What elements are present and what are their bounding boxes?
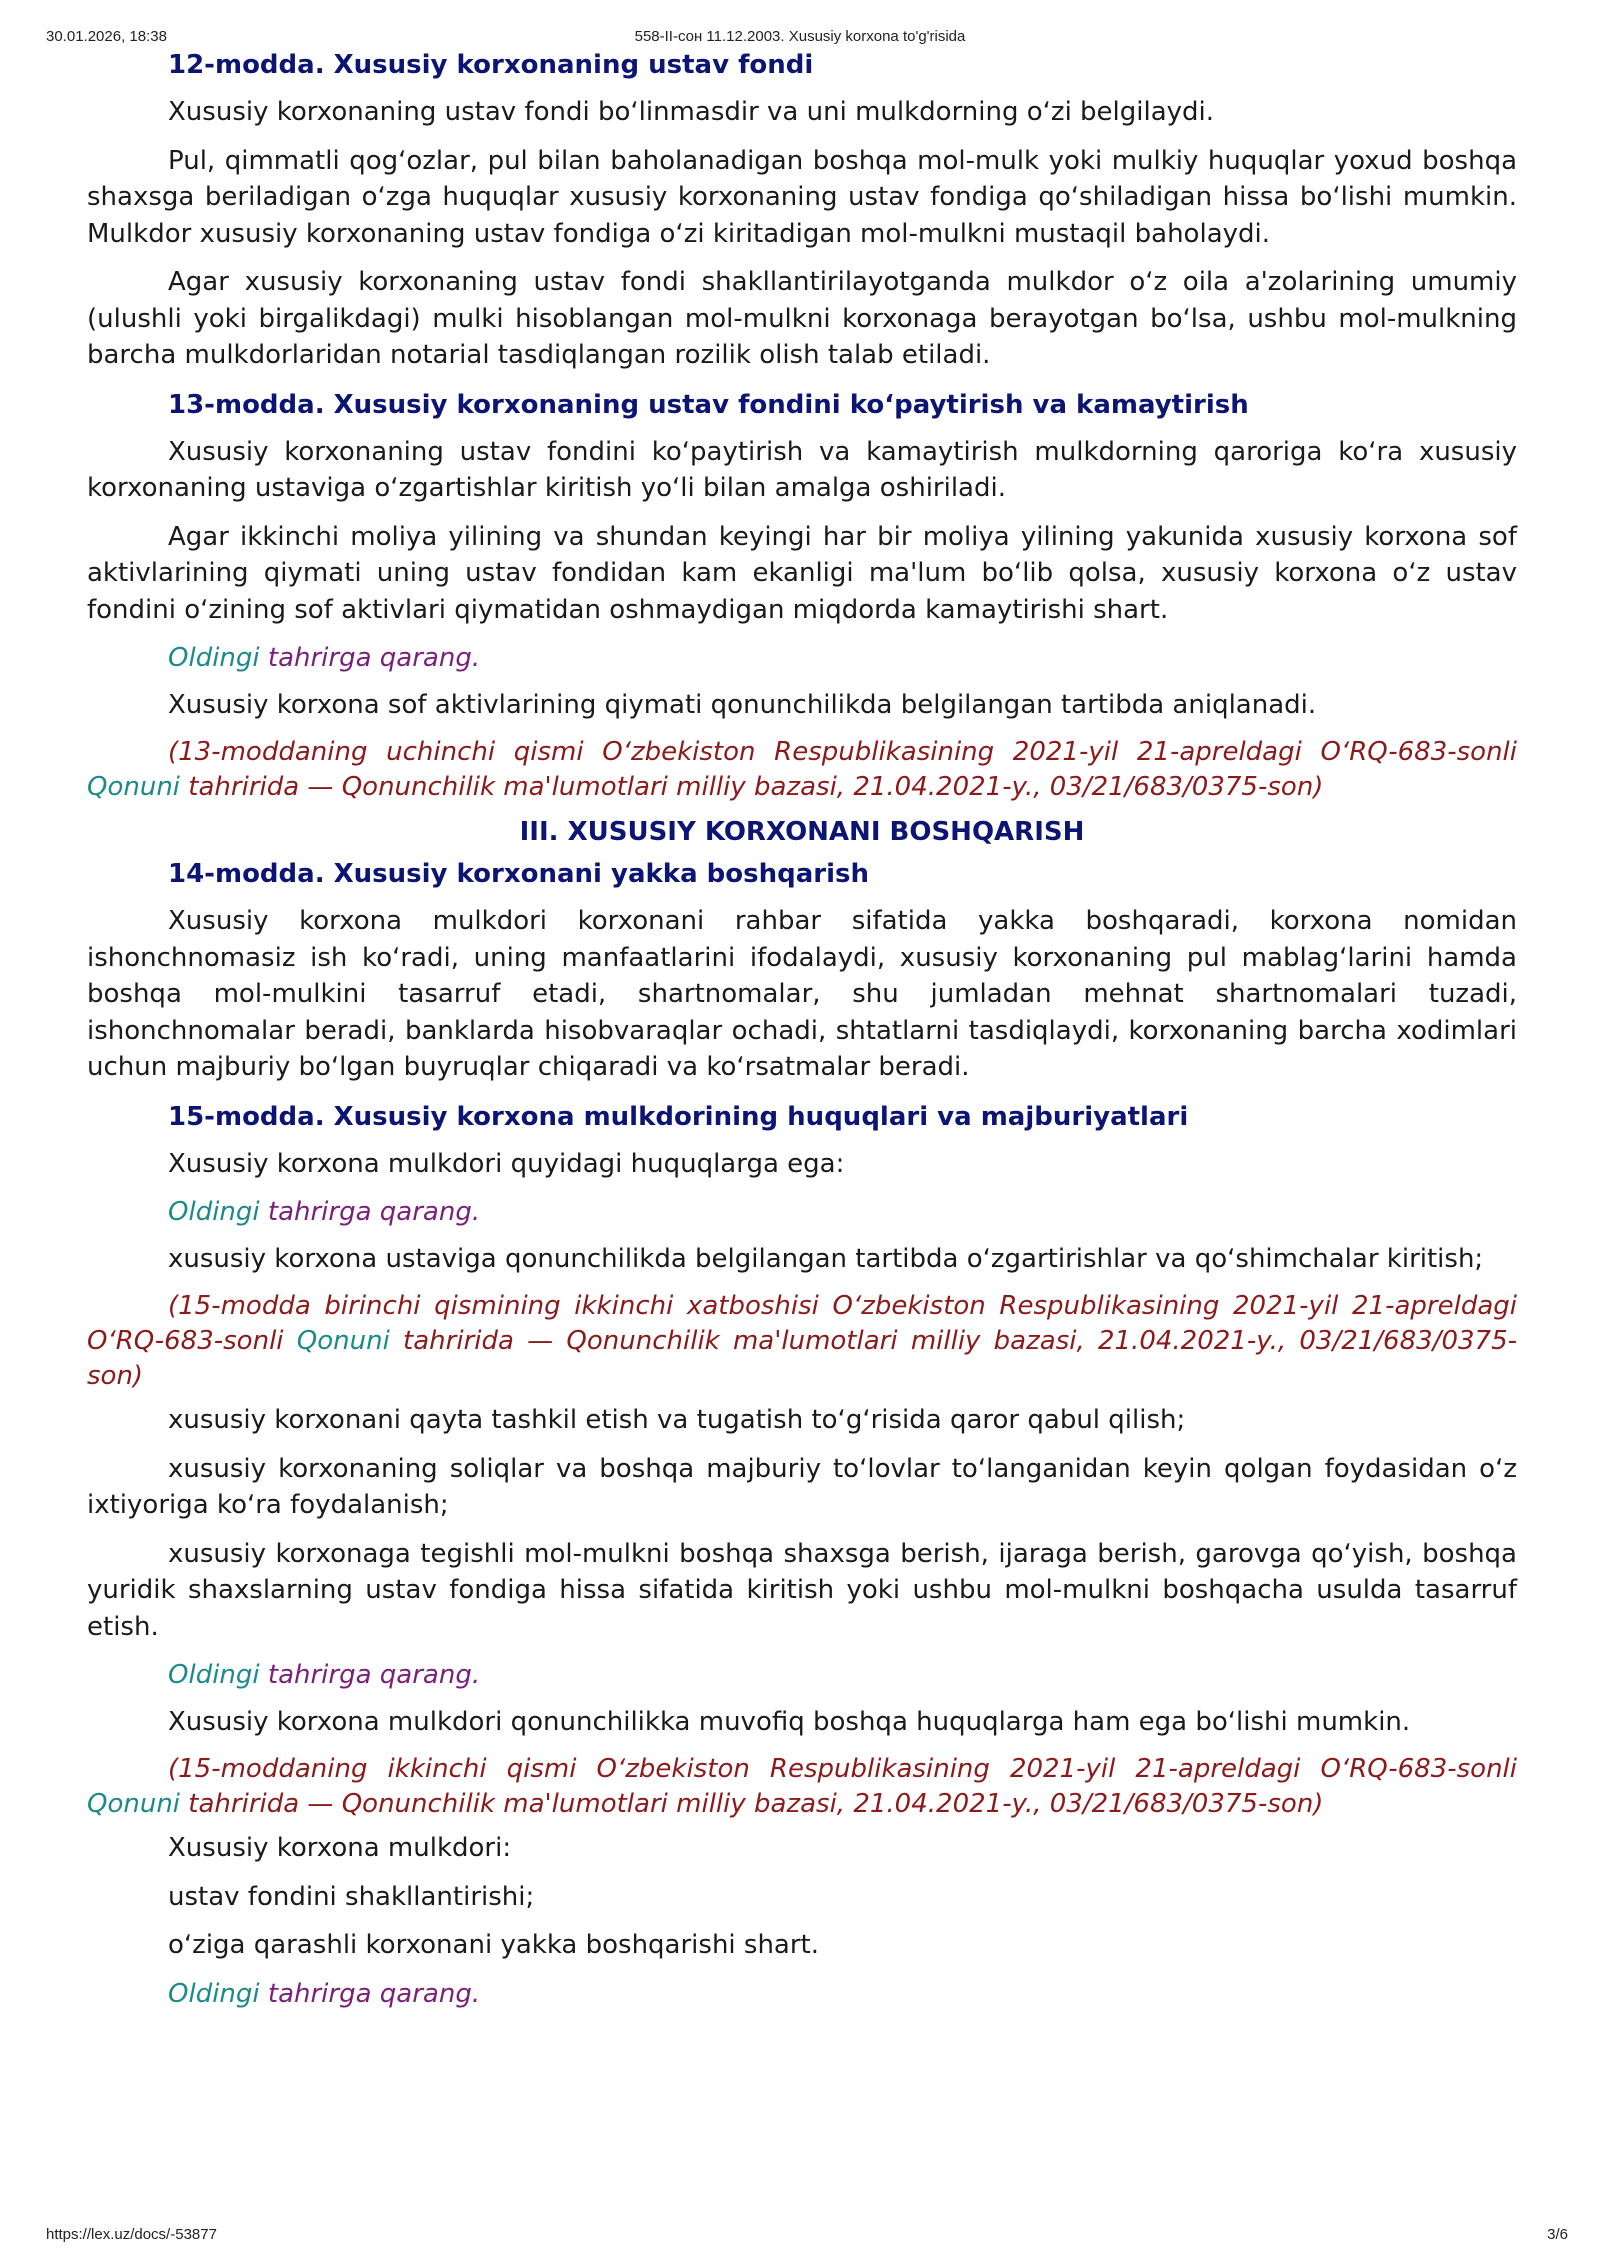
law-link[interactable]: Qonuni	[87, 1789, 181, 1819]
amendment-note-text: (15-modda birinchi qismining ikkinchi xatboshisi Oʻzbekiston Respublikasining 2021-yil 21-apreldagi OʻRQ-683-sonli	[87, 1291, 1517, 1356]
article-12-paragraph-2: Pul, qimmatli qogʻozlar, pul bilan baholanadigan boshqa mol-mulk yoki mulkiy huquqlar yoxud boshqa shaxsga beriladigan oʻzga huquqlar xususiy korxonaning ustav fondiga qoʻshiladigan hissa boʻlishi mumkin. Mulkdor xususiy korxonaning ustav fondiga oʻzi kiritadigan mol-mulkni mustaqil baholaydi.	[87, 145, 1517, 249]
article-13-paragraph-3: Xususiy korxona sof aktivlarining qiymati qonunchilikda belgilangan tartibda aniqlanadi.	[168, 689, 1317, 720]
article-15-paragraph-9: oʻziga qarashli korxonani yakka boshqarishi shart.	[168, 1930, 820, 1960]
article-15-paragraph-6: Xususiy korxona mulkdori qonunchilikka muvofiq boshqa huquqlarga ham ega boʻlishi mumkin.	[168, 1706, 1411, 1737]
article-15-paragraph-4: xususiy korxonaning soliqlar va boshqa majburiy toʻlovlar toʻlanganidan keyin qolgan foydasidan oʻz ixtiyoriga koʻra foydalanish;	[87, 1453, 1517, 1520]
article-12-paragraph-3: Agar xususiy korxonaning ustav fondi shakllantirilayotganda mulkdor oʻz oila a'zolarining umumiy (ulushli yoki birgalikdagi) mulki hisoblangan mol-mulkni korxonaga berayotgan boʻlsa, ushbu mol-mulkning barcha mulkdorlaridan notarial tasdiqlangan rozilik olish talab etiladi.	[87, 267, 1517, 370]
article-14-paragraph-1: Xususiy korxona mulkdori korxonani rahbar sifatida yakka boshqaradi, korxona nomidan ishonchnomasiz ish koʻradi, uning manfaatlarini ifodalaydi, xususiy korxonaning pul mablagʻlarini hamda boshqa mol-mulkini tasarruf etadi, shartnomalar, shu jumladan mehnat shartnomalari tuzadi, ishonchnomalar beradi, banklarda hisobvaraqlar ochadi, shtatlarni tasdiqlaydi, korxonaning barcha xodimlari uchun majburiy boʻlgan buyruqlar chiqaradi va koʻrsatmalar beradi.	[87, 906, 1517, 1082]
article-12-paragraph-1: Xususiy korxonaning ustav fondi boʻlinmasdir va uni mulkdorning oʻzi belgilaydi.	[168, 97, 1215, 127]
article-13-heading: 13-modda. Xususiy korxonaning ustav fondini koʻpaytirish va kamaytirish	[168, 389, 1249, 420]
previous-edition-link[interactable]	[87, 1194, 1517, 1231]
previous-link-rest[interactable]: tahrirga qarang.	[267, 643, 481, 673]
amendment-note-text: (15-moddaning ikkinchi qismi Oʻzbekiston Respublikasining 2021-yil 21-apreldagi OʻRQ-683-sonli	[168, 1754, 1517, 1784]
previous-link-word[interactable]: Oldingi	[168, 1660, 260, 1690]
law-link[interactable]: Qonuni	[87, 772, 181, 802]
amendment-note-source: tahririda — Qonunchilik ma'lumotlari milliy bazasi, 21.04.2021-y., 03/21/683/0375-son)	[188, 772, 1324, 802]
article-15-paragraph-1: Xususiy korxona mulkdori quyidagi huquqlarga ega:	[168, 1148, 845, 1179]
article-15-paragraph-7: Xususiy korxona mulkdori:	[168, 1833, 512, 1863]
document-body	[87, 46, 1517, 2022]
print-title: 558-II-сон 11.12.2003. Xususiy korxona to'g'risida	[634, 28, 966, 45]
previous-edition-link[interactable]	[87, 640, 1517, 677]
print-footer	[0, 2226, 1600, 2246]
amendment-note	[87, 1289, 1517, 1394]
amendment-note-source: tahririda — Qonunchilik ma'lumotlari milliy bazasi, 21.04.2021-y., 03/21/683/0375-son)	[87, 1326, 1517, 1391]
previous-link-rest[interactable]: tahrirga qarang.	[267, 1978, 481, 2009]
previous-link-word[interactable]: Oldingi	[168, 643, 260, 673]
article-15-heading: 15-modda. Xususiy korxona mulkdorining huquqlari va majburiyatlari	[168, 1101, 1189, 1132]
article-15-paragraph-3: xususiy korxonani qayta tashkil etish va tugatish toʻgʻrisida qaror qabul qilish;	[168, 1405, 1186, 1435]
article-13-paragraph-1: Xususiy korxonaning ustav fondini koʻpaytirish va kamaytirish mulkdorning qaroriga koʻra xususiy korxonaning ustaviga oʻzgartishlar kiritish yoʻli bilan amalga oshiriladi.	[87, 436, 1517, 503]
amendment-note	[87, 735, 1517, 805]
print-header	[0, 28, 1600, 48]
previous-edition-link[interactable]	[87, 1976, 1517, 2013]
previous-link-rest[interactable]: tahrirga qarang.	[267, 1660, 481, 1690]
section-3-heading: III. XUSUSIY KORXONANI BOSHQARISH	[519, 817, 1085, 847]
previous-link-rest[interactable]: tahrirga qarang.	[267, 1197, 481, 1227]
article-15-paragraph-8: ustav fondini shakllantirishi;	[168, 1881, 535, 1912]
article-15-paragraph-2: xususiy korxona ustaviga qonunchilikda belgilangan tartibda oʻzgartirishlar va qoʻshimchalar kiritish;	[168, 1243, 1484, 1274]
print-url: https://lex.uz/docs/-53877	[46, 2226, 217, 2243]
previous-link-word[interactable]: Oldingi	[168, 1978, 260, 2009]
amendment-note-source: tahririda — Qonunchilik ma'lumotlari milliy bazasi, 21.04.2021-y., 03/21/683/0375-son)	[188, 1789, 1324, 1819]
amendment-note	[87, 1752, 1517, 1822]
article-15-paragraph-5: xususiy korxonaga tegishli mol-mulkni boshqa shaxsga berish, ijaraga berish, garovga qoʻyish, boshqa yuridik shaxslarning ustav fondiga hissa sifatida kiritish yoki ushbu mol-mulkni boshqacha usulda tasarruf etish.	[87, 1538, 1517, 1642]
previous-link-word[interactable]: Oldingi	[168, 1197, 260, 1227]
article-13-paragraph-2: Agar ikkinchi moliya yilining va shundan keyingi har bir moliya yilining yakunida xususiy korxona sof aktivlarining qiymati uning ustav fondidan kam ekanligi ma'lum boʻlib qolsa, xususiy korxona oʻz ustav fondini oʻzining sof aktivlari qiymatidan oshmaydigan miqdorda kamaytirishi shart.	[87, 521, 1517, 625]
article-14-heading: 14-modda. Xususiy korxonani yakka boshqarish	[168, 859, 869, 889]
page-number: 3/6	[1547, 2226, 1568, 2243]
amendment-note-text: (13-moddaning uchinchi qismi Oʻzbekiston Respublikasining 2021-yil 21-apreldagi OʻRQ-683-sonli	[168, 737, 1517, 767]
previous-edition-link[interactable]	[87, 1657, 1517, 1694]
print-datetime: 30.01.2026, 18:38	[46, 28, 167, 45]
article-12-heading: 12-modda. Xususiy korxonaning ustav fondi	[168, 50, 814, 80]
law-link[interactable]: Qonuni	[296, 1326, 390, 1356]
